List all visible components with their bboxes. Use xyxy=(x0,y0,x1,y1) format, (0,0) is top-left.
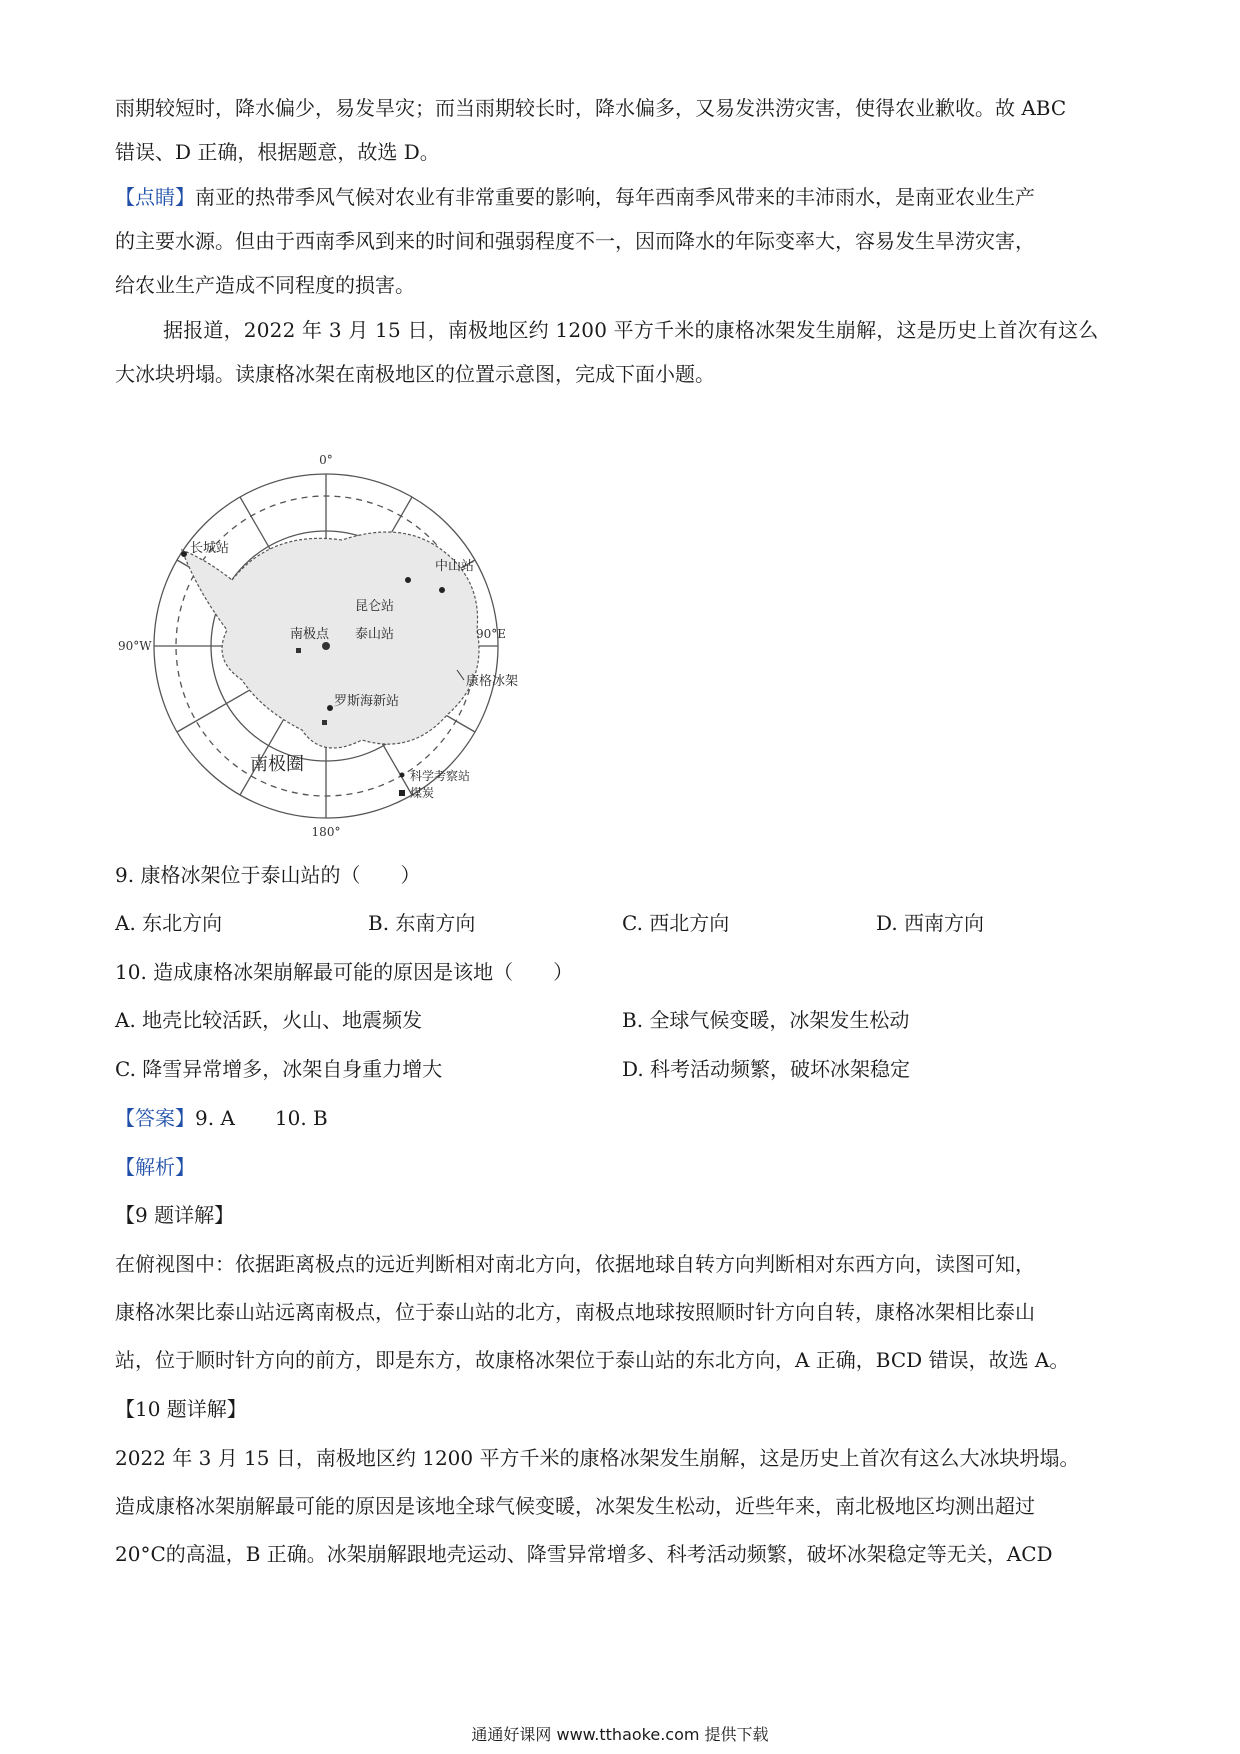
coal-square-icon xyxy=(322,720,327,725)
conger-ice-shelf-label: 康格冰架 xyxy=(466,674,519,689)
paragraph-line: 给农业生产造成不同程度的损害。 xyxy=(115,273,415,297)
q10-option-c: C. 降雪异常增多，冰架自身重力增大 xyxy=(115,1057,443,1081)
paragraph-line: 2022 年 3 月 15 日，南极地区约 1200 平方千米的康格冰架发生崩解，这是历史上首次有这么大冰块坍塌。 xyxy=(115,1446,1080,1470)
q9-option-c: C. 西北方向 xyxy=(622,911,730,935)
analysis-tag: 【解析】 xyxy=(115,1155,195,1179)
antarctica-map-figure xyxy=(112,440,592,840)
answer-line xyxy=(115,1103,328,1133)
station-dot-icon xyxy=(405,577,411,583)
q10-option-b: B. 全球气候变暖，冰架发生松动 xyxy=(622,1008,910,1032)
paragraph-line: 大冰块坍塌。读康格冰架在南极地区的位置示意图，完成下面小题。 xyxy=(115,362,715,386)
detail-9-title: 【9 题详解】 xyxy=(115,1203,235,1227)
lon-label-90e: 90°E xyxy=(476,627,507,641)
legend-station-label: 科学考察站 xyxy=(410,769,471,783)
station-label-kunlun: 昆仑站 xyxy=(355,599,395,614)
paragraph-line: 据报道，2022 年 3 月 15 日，南极地区约 1200 平方千米的康格冰架发生崩解，这是历史上首次有这么 xyxy=(163,318,1099,342)
paragraph-line: 康格冰架比泰山站远离南极点，位于泰山站的北方，南极点地球按照顺时针方向自转，康格冰架相比泰山 xyxy=(115,1300,1035,1324)
lon-label-90w: 90°W xyxy=(118,639,152,653)
south-pole-label: 南极点 xyxy=(290,627,330,642)
lon-label-180: 180° xyxy=(311,825,341,839)
answer-tag: 【答案】 xyxy=(115,1106,195,1130)
paragraph-line xyxy=(115,182,1035,212)
answer-text: 9. A 10. B xyxy=(195,1106,328,1130)
coal-square-icon xyxy=(399,790,405,796)
coal-square-icon xyxy=(296,648,301,653)
station-dot-icon xyxy=(181,551,187,557)
page-footer: 通通好课网 www.tthaoke.com 提供下载 xyxy=(471,1725,769,1744)
station-label-luosihai: 罗斯海新站 xyxy=(334,694,400,709)
paragraph-line: 雨期较短时，降水偏少，易发旱灾；而当雨期较长时，降水偏多，又易发洪涝灾害，使得农业歉收。故 ABC xyxy=(115,96,1067,120)
lon-label-0: 0° xyxy=(319,453,333,467)
dianjing-tag: 【点睛】 xyxy=(115,185,195,209)
paragraph-line: 错误、D 正确，根据题意，故选 D。 xyxy=(115,140,440,164)
q9-option-b: B. 东南方向 xyxy=(368,911,476,935)
question-9: 9. 康格冰架位于泰山站的（ ） xyxy=(115,863,421,887)
station-dot-icon xyxy=(327,705,333,711)
question-10: 10. 造成康格冰架崩解最可能的原因是该地（ ） xyxy=(115,960,574,984)
paragraph-line: 的主要水源。但由于西南季风到来的时间和强弱程度不一，因而降水的年际变率大，容易发生旱涝灾害， xyxy=(115,229,1035,253)
station-label-zhongshan: 中山站 xyxy=(435,559,475,574)
q9-option-d: D. 西南方向 xyxy=(876,911,985,935)
south-pole-icon xyxy=(322,642,330,650)
paragraph-text: 南亚的热带季风气候对农业有非常重要的影响，每年西南季风带来的丰沛雨水，是南亚农业生产 xyxy=(195,185,1035,209)
legend-coal-label: 煤炭 xyxy=(410,786,435,800)
paragraph-line: 造成康格冰架崩解最可能的原因是该地全球气候变暖，冰架发生松动，近些年来，南北极地区均测出超过 xyxy=(115,1494,1035,1518)
paragraph-line: 在俯视图中：依据距离极点的远近判断相对南北方向，依据地球自转方向判断相对东西方向，读图可知， xyxy=(115,1252,1035,1276)
q9-option-a: A. 东北方向 xyxy=(115,911,223,935)
station-dot-icon xyxy=(400,773,405,778)
q10-option-d: D. 科考活动频繁，破坏冰架稳定 xyxy=(622,1057,911,1081)
station-label-taishan: 泰山站 xyxy=(355,627,395,642)
detail-10-title: 【10 题详解】 xyxy=(115,1397,247,1421)
station-dot-icon xyxy=(439,587,445,593)
paragraph-line: 20°C的高温，B 正确。冰架崩解跟地壳运动、降雪异常增多、科考活动频繁，破坏冰架稳定等无关，ACD xyxy=(115,1542,1053,1566)
paragraph-line: 站，位于顺时针方向的前方，即是东方，故康格冰架位于泰山站的东北方向，A 正确，BCD 错误，故选 A。 xyxy=(115,1348,1070,1372)
antarctic-circle-label: 南极圈 xyxy=(250,754,304,775)
q10-option-a: A. 地壳比较活跃，火山、地震频发 xyxy=(115,1008,423,1032)
station-label-changcheng: 长城站 xyxy=(190,541,230,556)
